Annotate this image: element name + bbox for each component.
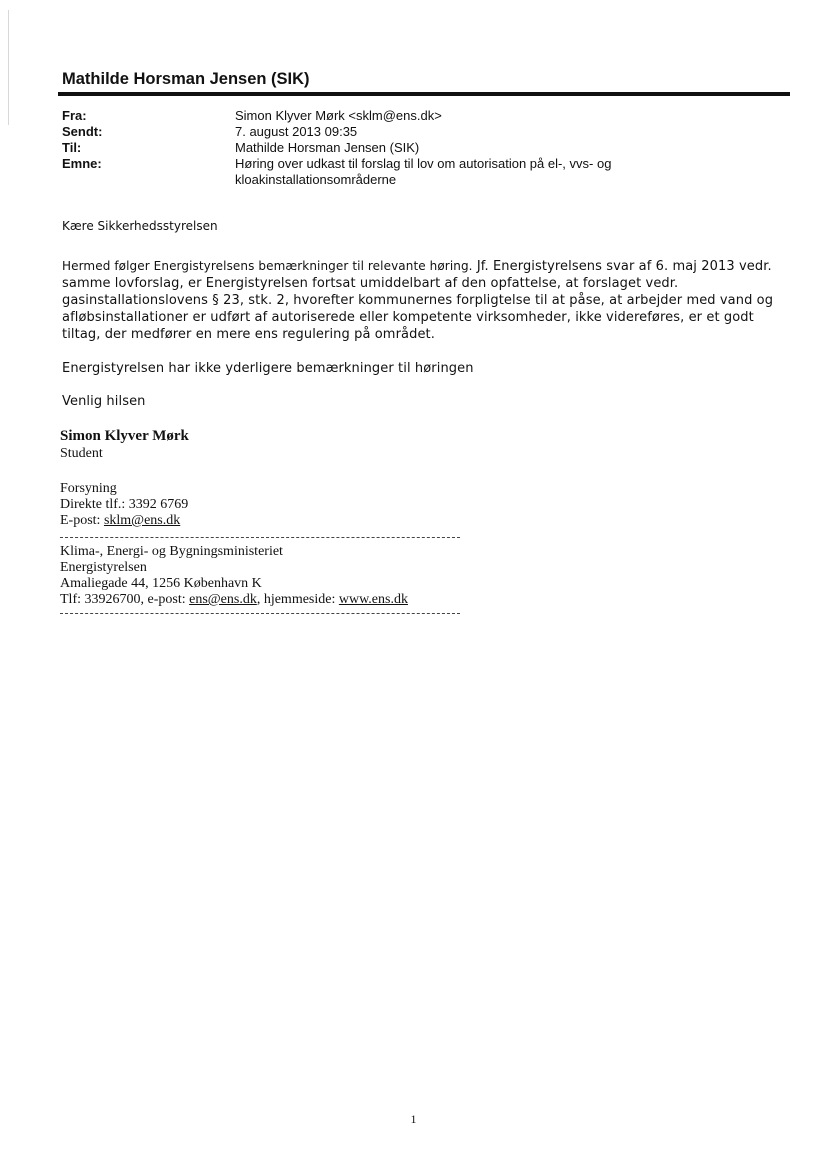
contact-mid: , hjemmeside: bbox=[256, 592, 336, 607]
contact-prefix: Tlf: 33926700, e-post: bbox=[60, 592, 186, 607]
email-link[interactable]: sklm@ens.dk bbox=[103, 513, 181, 528]
from-value: Simon Klyver Mørk <sklm@ens.dk> bbox=[235, 108, 442, 123]
sent-label: Sendt: bbox=[62, 124, 103, 139]
page-number: 1 bbox=[410, 1112, 417, 1126]
paragraph-1-lead: Hermed følger Energistyrelsens bemærkninger til relevante høring. bbox=[62, 259, 473, 273]
website-link[interactable]: www.ens.dk bbox=[338, 592, 408, 607]
header-rule bbox=[58, 92, 790, 96]
to-value: Mathilde Horsman Jensen (SIK) bbox=[235, 140, 420, 155]
paragraph-2: Energistyrelsen har ikke yderligere bemærkninger til høringen bbox=[62, 361, 474, 376]
email-prefix: E-post: bbox=[60, 513, 101, 528]
dashed-separator-bottom bbox=[60, 613, 460, 614]
ministry-line: Klima-, Energi- og Bygningsministeriet bbox=[60, 544, 283, 559]
to-label: Til: bbox=[62, 140, 82, 155]
contact-email-link[interactable]: ens@ens.dk bbox=[189, 592, 257, 607]
signature-department: Forsyning bbox=[60, 481, 117, 496]
closing: Venlig hilsen bbox=[62, 394, 146, 409]
signature-email-line bbox=[60, 513, 180, 529]
greeting: Kære Sikkerhedsstyrelsen bbox=[62, 219, 218, 233]
mailbox-owner: Mathilde Horsman Jensen (SIK) bbox=[62, 70, 310, 88]
signature-name: Simon Klyver Mørk bbox=[60, 428, 189, 444]
paragraph-1-rest: Jf. Energistyrelsens svar af 6. maj 2013 vedr. samme lovforslag, er Energistyrelsen fortsat umiddelbart af den opfattelse, at forslaget vedr. gasinstallationslovens § 23, stk. 2, hvorefter kommunernes forpligtelse til at påse, at arbejder med vand og afløbsinstallationer er udført af autoriserede eller kompetente virksomheder, ikke videreføres, er et godt tiltag, der medfører en mere ens regulering på området. bbox=[62, 259, 774, 342]
contact-line bbox=[60, 592, 408, 608]
address-line: Amaliegade 44, 1256 København K bbox=[60, 576, 262, 591]
subject-value: Høring over udkast til forslag til lov om autorisation på el-, vvs- og kloakinstallationsområderne bbox=[235, 156, 612, 187]
agency-line: Energistyrelsen bbox=[60, 560, 147, 575]
dashed-separator-top bbox=[60, 537, 460, 538]
signature-title: Student bbox=[60, 446, 103, 461]
paragraph-1 bbox=[62, 258, 790, 343]
from-label: Fra: bbox=[62, 108, 87, 123]
signature-phone: Direkte tlf.: 3392 6769 bbox=[60, 497, 189, 512]
sent-value: 7. august 2013 09:35 bbox=[235, 124, 358, 139]
subject-label: Emne: bbox=[62, 156, 102, 171]
scan-edge-line bbox=[8, 10, 9, 125]
